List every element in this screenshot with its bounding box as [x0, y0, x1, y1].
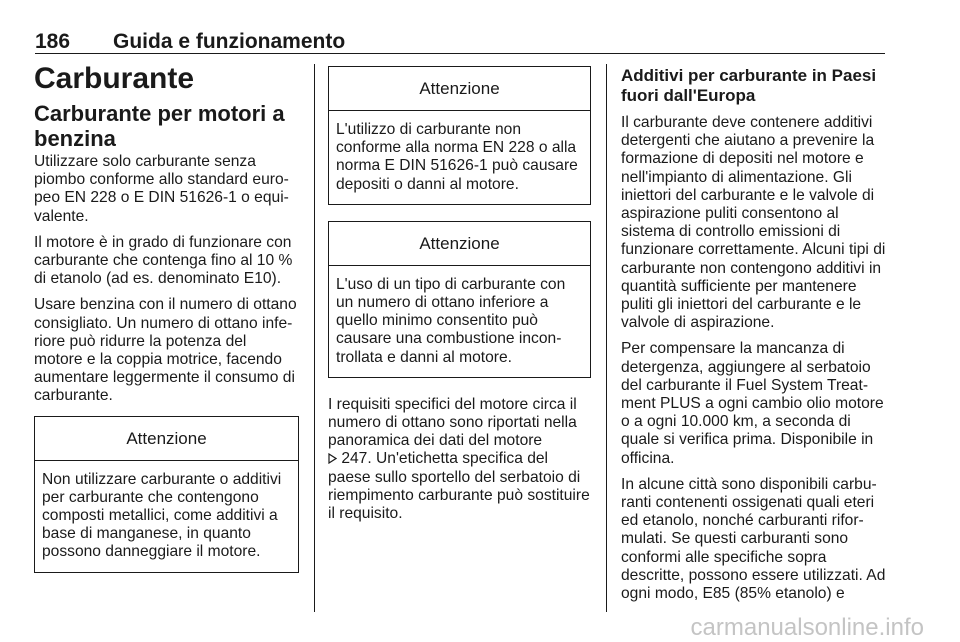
- warning-text: L'uso di un tipo di carburante con un numero di ottano inferiore a quello minimo consentito può causare una combustione incontrollata e danni al motore.: [336, 275, 566, 366]
- header-rule: [35, 53, 885, 54]
- paragraph: Il motore è in grado di funzionare con carburante che contenga fino al 10 % di etanolo (ad es. denominato E10).: [34, 233, 293, 288]
- paragraph-text: I requisiti specifici del motore circa il numero di ottano sono riportati nella panoramica dei dati del motore: [328, 395, 577, 450]
- warning-title: Attenzione: [35, 417, 298, 461]
- section-title: Carburante: [34, 62, 195, 95]
- subsection-title: Additivi per carburante in Paesi fuori dall'Europa: [621, 66, 877, 105]
- paragraph: In alcune città sono disponibili carburanti contenenti ossigenati quali eteri ed etanolo, nonché carburanti riformulati. Se questi carburanti sono conformi alle specifiche sopra descritte, possono essere utilizzati. Ad ogni modo, E85 (85% etanolo) e: [621, 475, 886, 603]
- paragraph: Utilizzare solo carburante senza piombo conforme allo standard europeo EN 228 o E DIN 51626-1 o equivalente.: [34, 153, 289, 225]
- watermark: carmanualsonline.info: [690, 614, 924, 641]
- page-reference-icon: [328, 450, 337, 467]
- warning-box: [34, 416, 299, 573]
- column-2: [328, 66, 591, 531]
- paragraph: Il carburante deve contenere additivi detergenti che aiutano a prevenire la formazione di depositi nel motore e nell'impianto di alimentazione. Gli iniettori del carburante e le valvole di aspirazione puliti consentono al sistema di controllo emissioni di funzionare correttamente. Alcuni tipi di carburante non contengono additivi in quantità sufficiente per mantenere puliti gli iniettori del carburante e le valvole di aspirazione.: [621, 114, 886, 332]
- column-divider-2: [606, 64, 607, 612]
- paragraph: Usare benzina con il numero di ottano consigliato. Un numero di ottano inferiore può ridurre la potenza del motore e la coppia motrice, facendo aumentare leggermente il consumo di carburante.: [34, 296, 297, 405]
- column-1: [34, 62, 299, 589]
- paragraph: Per compensare la mancanza di detergenza, aggiungere al serbatoio del carburante il Fuel System Treatment PLUS a ogni cambio olio motore o a ogni 10.000 km, a seconda di quale si verifica prima. Disponibile in officina.: [621, 340, 884, 467]
- subsection-title: Carburante per motori a benzina: [34, 101, 285, 151]
- running-title: Guida e funzionamento: [113, 30, 346, 53]
- column-3: [621, 62, 887, 611]
- warning-title: Attenzione: [329, 222, 590, 266]
- warning-text: Non utilizzare carburante o additivi per carburante che contengono composti metallici, come additivi a base di manganese, in quanto possono danneggiare il motore.: [42, 470, 282, 561]
- warning-box: [328, 66, 591, 205]
- warning-title: Attenzione: [329, 67, 590, 111]
- page-number: 186: [35, 30, 71, 53]
- warning-box: [328, 221, 591, 378]
- column-divider-1: [314, 64, 315, 612]
- page-header: [35, 30, 885, 54]
- paragraph: [328, 396, 591, 523]
- page-reference-text: 247. Un'etichetta specifica del paese sullo sportello del serbatoio di riempimento carburante può sostituire il requisito.: [328, 450, 590, 523]
- warning-text: L'utilizzo di carburante non conforme alla norma EN 228 o alla norma E DIN 51626-1 può causare depositi o danni al motore.: [336, 121, 578, 193]
